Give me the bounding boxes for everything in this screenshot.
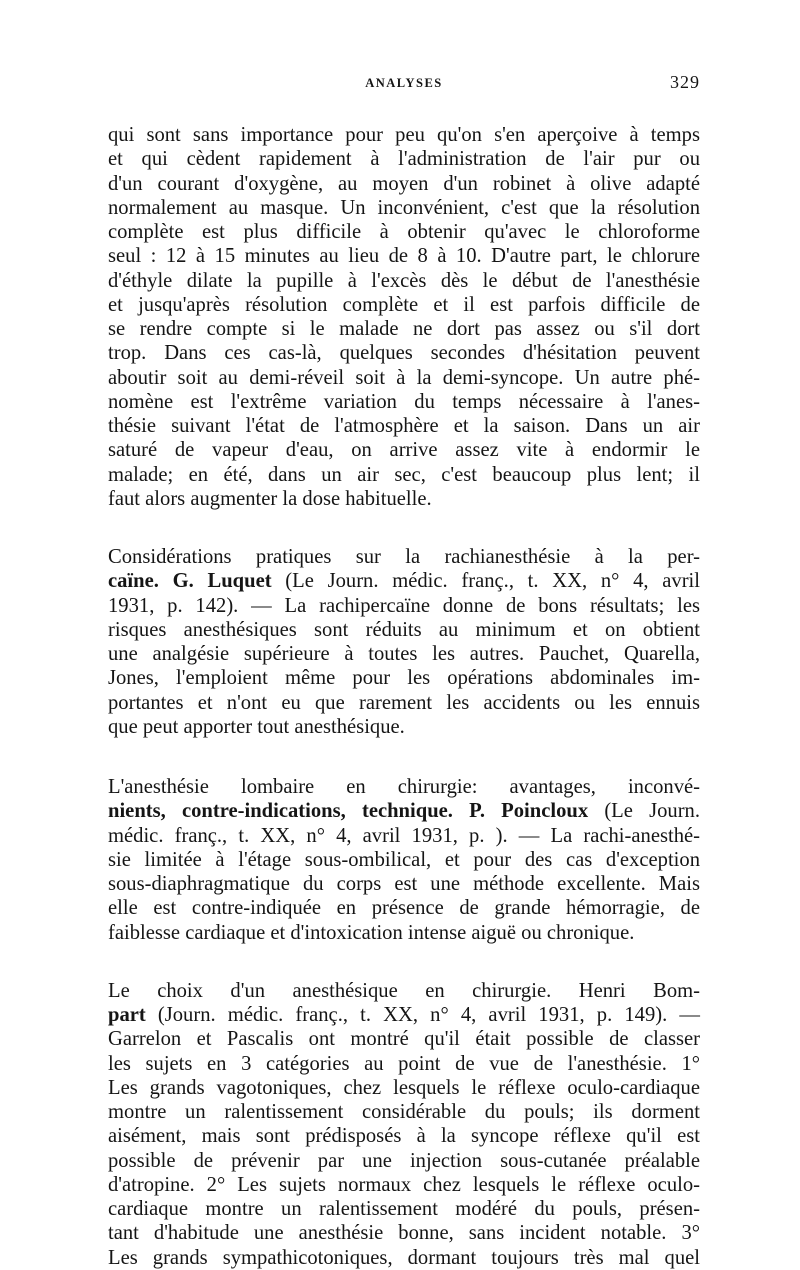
text-line: saturé de vapeur d'eau, on arrive assez vite à endormir le [108,439,700,462]
text-line: 1931, p. 142). — La rachipercaïne donne de bons résultats; les [108,594,700,617]
abstract-luquet [108,545,700,739]
text-line: aboutir soit au demi-réveil soit à la demi-syncope. Un autre phé- [108,366,700,389]
text-line: d'un courant d'oxygène, au moyen d'un robinet à olive adapté [108,172,700,195]
text-line: faiblesse cardiaque et d'intoxication intense aiguë ou chronique. [108,921,635,944]
abstract-heading-author: caïne. G. Luquet [108,570,272,593]
text-line: les sujets en 3 catégories au point de vue de l'anesthésie. 1° [108,1052,700,1075]
text-line: seul : 12 à 15 minutes au lieu de 8 à 10. D'autre part, le chlorure [108,245,700,268]
text-line: et qui cèdent rapidement à l'administration de l'air pur ou [108,148,700,171]
text-line: d'éthyle dilate la pupille à l'excès dès le début de l'anesthésie [108,269,700,292]
text-line: faut alors augmenter la dose habituelle. [108,487,432,510]
text-line: malade; en été, dans un air sec, c'est beaucoup plus lent; il [108,463,700,486]
text-line: d'atropine. 2° Les sujets normaux chez lesquels le réflexe oculo- [108,1173,700,1196]
page [108,72,700,1270]
text-line: que peut apporter tout anesthésique. [108,715,405,738]
text-line: et jusqu'après résolution complète et il est parfois difficile de [108,293,700,316]
abstract-heading-line [108,799,700,823]
abstract-citation: (Le Journ. médic. franç., t. XX, n° 4, avril [271,570,700,593]
abstract-bompart [108,979,700,1270]
text-line: portantes et n'ont eu que rarement les accidents ou les ennuis [108,691,700,714]
text-line: cardiaque montre un ralentissement modéré du pouls, présen- [108,1198,700,1220]
abstract-heading-author: part [108,1004,146,1026]
text-line: possible de prévenir par une injection sous-cutanée préalable [108,1149,700,1172]
text-line: complète est plus difficile à obtenir qu'avec le chloroforme [108,221,700,243]
text-line: Les grands vagotoniques, chez lesquels le réflexe oculo-cardiaque [108,1076,700,1099]
text-line: trop. Dans ces cas-là, quelques secondes d'hésitation peuvent [108,342,700,365]
text-line: risques anesthésiques sont réduits au minimum et on obtient [108,618,700,641]
text-line: se rendre compte si le malade ne dort pas assez ou s'il dort [108,318,700,340]
page-number: 329 [670,72,700,92]
page-header [108,72,700,102]
text-line: nomène est l'extrême variation du temps nécessaire à l'anes- [108,390,700,413]
abstract-heading-author: nients, contre-indications, technique. P. Poincloux [108,800,589,823]
text-line: sie limitée à l'étage sous-ombilical, et pour des cas d'exception [108,848,700,871]
text-line: normalement au masque. Un inconvénient, c'est que la résolution [108,196,700,219]
paragraph-continuation [108,123,700,511]
abstract-poincloux [108,775,700,945]
text-line: Garrelon et Pascalis ont montré qu'il était possible de classer [108,1028,700,1051]
text-line: médic. franç., t. XX, n° 4, avril 1931, p. ). — La rachi-anesthé- [108,824,700,847]
text-line: tant d'habitude une anesthésie bonne, sans incident notable. 3° [108,1222,700,1245]
text-line: Jones, l'emploient même pour les opérations abdominales im- [108,667,700,690]
text-line: qui sont sans importance pour peu qu'on s'en aperçoive à temps [108,124,700,146]
text-line: Les grands sympathicotoniques, dormant toujours très mal quel [108,1246,700,1269]
text-line: aisément, mais sont prédisposés à la syncope réflexe qu'il est [108,1125,700,1148]
abstract-citation: (Le Journ. [588,800,700,823]
abstract-citation: (Journ. médic. franç., t. XX, n° 4, avril 1931, p. 149). — [145,1004,700,1026]
text-line: sous-diaphragmatique du corps est une méthode excellente. Mais [108,873,700,895]
abstract-heading: Le choix d'un anesthésique en chirurgie. Henri Bom- [108,979,700,1002]
text-line: elle est contre-indiquée en présence de grande hémorragie, de [108,897,700,920]
abstract-heading: Considérations pratiques sur la rachianesthésie à la per- [108,546,700,568]
text-line: une analgésie supérieure à toutes les autres. Pauchet, Quarella, [108,643,700,665]
abstract-heading: L'anesthésie lombaire en chirurgie: avantages, inconvé- [108,776,700,798]
abstract-heading-line [108,569,700,593]
text-line: montre un ralentissement considérable du pouls; ils dorment [108,1101,700,1123]
running-head: ANALYSES [365,76,443,90]
text-line: thésie suivant l'état de l'atmosphère et la saison. Dans un air [108,415,700,437]
abstract-heading-line [108,1003,700,1027]
